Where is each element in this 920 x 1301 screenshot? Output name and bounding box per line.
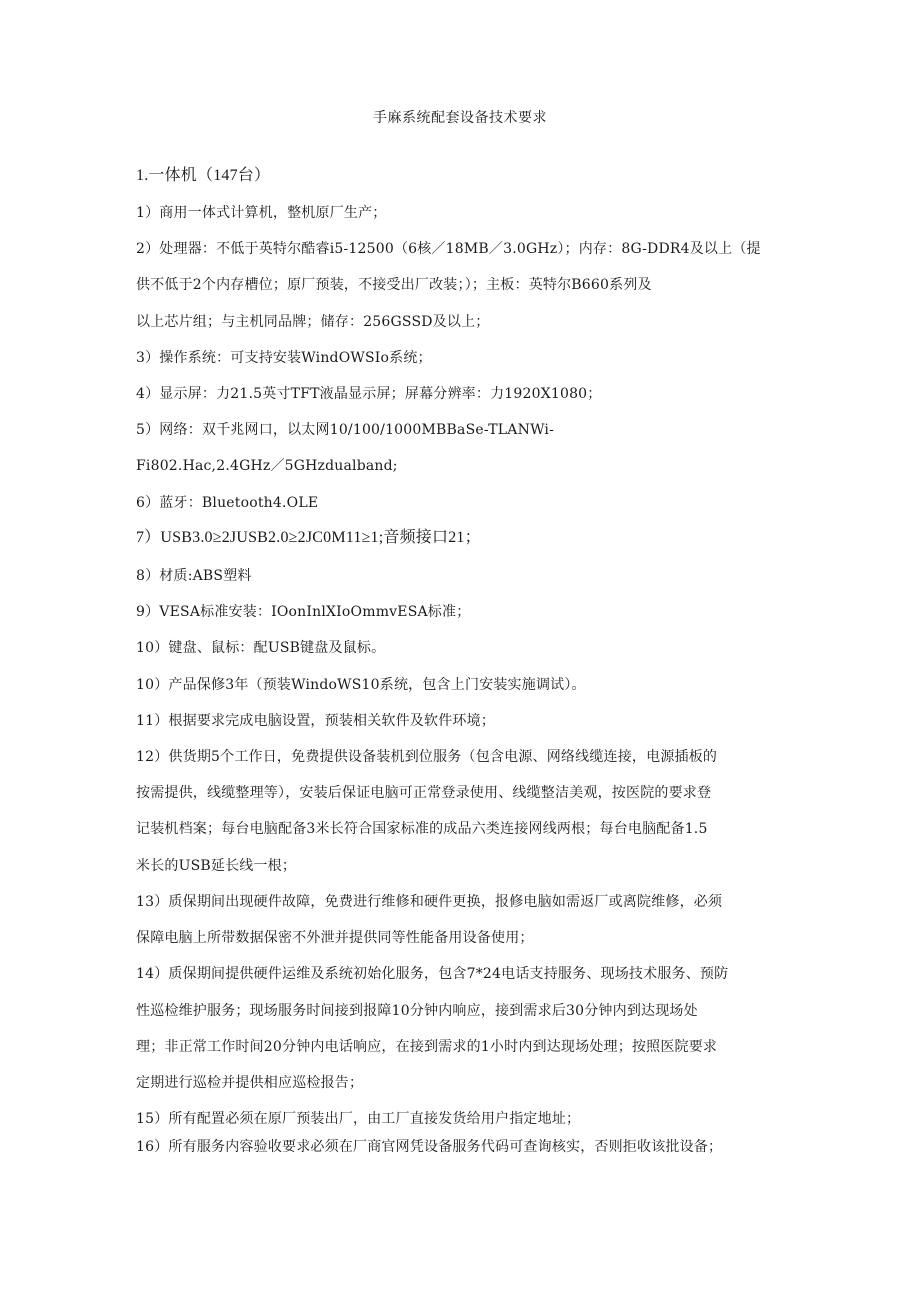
spec-line: 15）所有配置必须在原厂预装出厂，由工厂直接发货给用户指定地址； xyxy=(136,1111,581,1127)
section-heading: 1.一体机（147台） xyxy=(136,167,271,184)
spec-line: 16）所有服务内容验收要求必须在厂商官网凭设备服务代码可查询核实，否则拒收该批设备； xyxy=(136,1139,723,1155)
spec-line: 保障电脑上所带数据保密不外泄并提供同等性能备用设备使用； xyxy=(136,930,534,946)
spec-line: 10）键盘、鼠标：配USB键盘及鼠标。 xyxy=(136,640,386,656)
spec-line: 供不低于2个内存槽位；原厂预装，不接受出厂改装；）；主板：英特尔B660系列及 xyxy=(136,277,652,293)
spec-line: 以上芯片组；与主机同品牌；储存：256GSSD及以上； xyxy=(136,314,490,330)
spec-line: 12）供货期5个工作日，免费提供设备装机到位服务（包含电源、网络线缆连接，电源插板的 xyxy=(136,749,718,765)
spec-line: 2）处理器：不低于英特尔酷睿i5-12500（6核／18MB／3.0GHz）；内存：8G-DDR4及以上（提 xyxy=(136,241,761,257)
page-title: 手麻系统配套设备技术要求 xyxy=(373,110,547,126)
spec-line: 13）质保期间出现硬件故障，免费进行维修和硬件更换，报修电脑如需返厂或离院维修，必须 xyxy=(136,894,723,910)
spec-line: 记装机档案；每台电脑配备3米长符合国家标准的成品六类连接网线两根；每台电脑配备1.5 xyxy=(136,821,708,837)
spec-line: 性巡检维护服务；现场服务时间接到报障10分钟内响应，接到需求后30分钟内到达现场处 xyxy=(136,1003,698,1019)
spec-line: 理；非正常工作时间20分钟内电话响应，在接到需求的1小时内到达现场处理；按照医院要求 xyxy=(136,1039,718,1055)
spec-line: 9）VESA标准安装：IOonInlXIoOmmvESA标准； xyxy=(136,604,471,620)
spec-line: 4）显示屏：力21.5英寸TFT液晶显示屏；屏幕分辨率：力1920X1080； xyxy=(136,386,602,402)
spec-line: 11）根据要求完成电脑设置，预装相关软件及软件环境； xyxy=(136,713,496,729)
spec-line: 1）商用一体式计算机，整机原厂生产； xyxy=(136,205,387,221)
spec-line: 7）USB3.0≥2JUSB2.0≥2JC0M11≥1;音频接口21； xyxy=(136,529,481,546)
spec-line: 3）操作系统：可支持安装WindOWSIo系统； xyxy=(136,350,432,366)
spec-line: 定期进行巡检并提供相应巡检报告； xyxy=(136,1075,364,1091)
spec-line: 米长的USB延长线一根； xyxy=(136,858,297,874)
spec-line: Fi802.Hac,2.4GHz／5GHzdualband; xyxy=(136,458,398,474)
spec-line: 按需提供，线缆整理等），安装后保证电脑可正常登录使用、线缆整洁美观，按医院的要求登 xyxy=(136,785,712,801)
spec-line: 6）蓝牙：Bluetooth4.OLE xyxy=(136,495,319,511)
spec-line: 10）产品保修3年（预装WindoWS10系统，包含上门安装实施调试）。 xyxy=(136,677,586,693)
spec-line: 5）网络：双千兆网口，以太网10/100/1000MBBaSe-TLANWi- xyxy=(136,422,555,438)
spec-line: 14）质保期间提供硬件运维及系统初始化服务，包含7*24电话支持服务、现场技术服务、预防 xyxy=(136,966,729,982)
spec-line: 8）材质:ABS塑料 xyxy=(136,568,252,584)
